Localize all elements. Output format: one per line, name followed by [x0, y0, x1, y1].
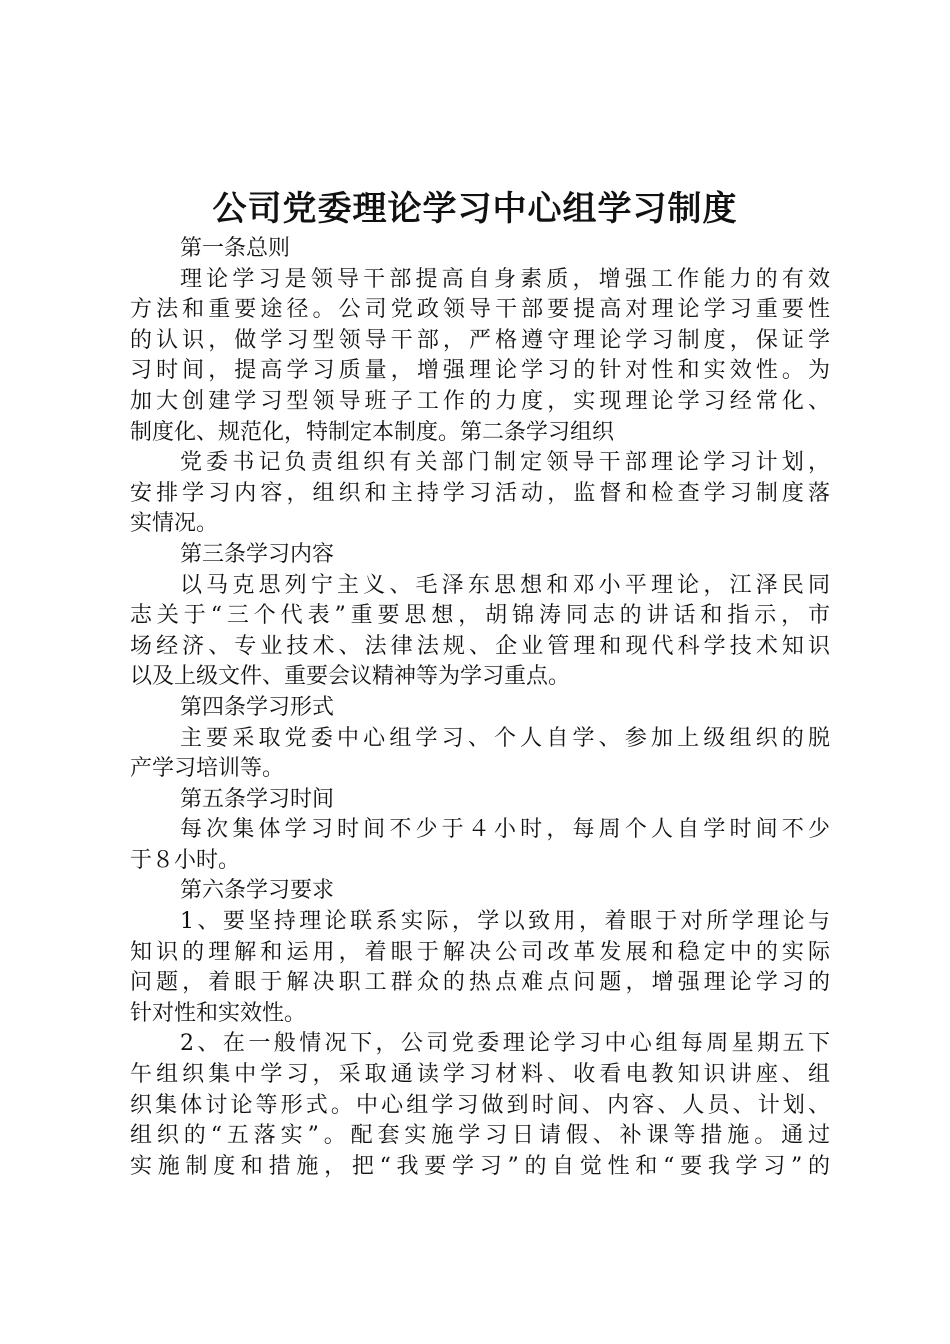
body-line: 第四条学习形式 [180, 694, 335, 720]
body-line: 制度化、规范化，特制定本制度。第二条学习组织 [130, 419, 615, 445]
body-line: 理论学习是领导干部提高自身素质，增强工作能力的有效 [180, 266, 830, 292]
body-line: 党委书记负责组织有关部门制定领导干部理论学习计划， [180, 450, 830, 476]
body-line: 午组织集中学习，采取通读学习材料、收看电教知识讲座、组 [130, 1062, 830, 1088]
body-line: 第五条学习时间 [180, 786, 335, 812]
body-line: 场经济、专业技术、法律法规、企业管理和现代科学技术知识 [130, 633, 830, 659]
body-line: 以及上级文件、重要会议精神等为学习重点。 [130, 664, 571, 690]
body-line: 产学习培训等。 [130, 756, 285, 782]
document-body [130, 234, 830, 1182]
body-line: 实情况。 [130, 511, 219, 537]
body-line: 于８小时。 [130, 847, 241, 873]
body-line: 习时间，提高学习质量，增强理论学习的针对性和实效性。为 [130, 358, 830, 384]
body-line: 第三条学习内容 [180, 541, 335, 567]
body-line: 志关于“三个代表”重要思想，胡锦涛同志的讲话和指示，市 [130, 603, 830, 629]
body-line: 织集体讨论等形式。中心组学习做到时间、内容、人员、计划、 [130, 1092, 830, 1118]
body-line: 1、要坚持理论联系实际，学以致用，着眼于对所学理论与 [180, 909, 830, 935]
body-line: 第六条学习要求 [180, 878, 335, 904]
body-line: 方法和重要途径。公司党政领导干部要提高对理论学习重要性 [130, 297, 830, 323]
body-line: 第一条总则 [180, 236, 291, 261]
body-line: 的认识，做学习型领导干部，严格遵守理论学习制度，保证学 [130, 327, 830, 353]
body-line: 安排学习内容，组织和主持学习活动，监督和检查学习制度落 [130, 480, 830, 506]
body-line: 2、在一般情况下，公司党委理论学习中心组每周星期五下 [180, 1031, 830, 1057]
body-line: 组织的“五落实”。配套实施学习日请假、补课等措施。通过 [130, 1123, 830, 1149]
body-line: 问题，着眼于解决职工群众的热点难点问题，增强理论学习的 [130, 970, 830, 996]
body-line: 每次集体学习时间不少于４小时，每周个人自学时间不少 [180, 817, 830, 843]
body-line: 主要采取党委中心组学习、个人自学、参加上级组织的脱 [180, 725, 830, 751]
body-line: 知识的理解和运用，着眼于解决公司改革发展和稳定中的实际 [130, 939, 830, 965]
document-title: 公司党委理论学习中心组学习制度 [212, 189, 738, 229]
body-line: 加大创建学习型领导班子工作的力度，实现理论学习经常化、 [130, 388, 830, 414]
body-line: 实施制度和措施，把“我要学习”的自觉性和“要我学习”的 [130, 1153, 830, 1179]
body-line: 针对性和实效性。 [130, 1000, 307, 1026]
body-line: 以马克思列宁主义、毛泽东思想和邓小平理论，江泽民同 [180, 572, 830, 598]
